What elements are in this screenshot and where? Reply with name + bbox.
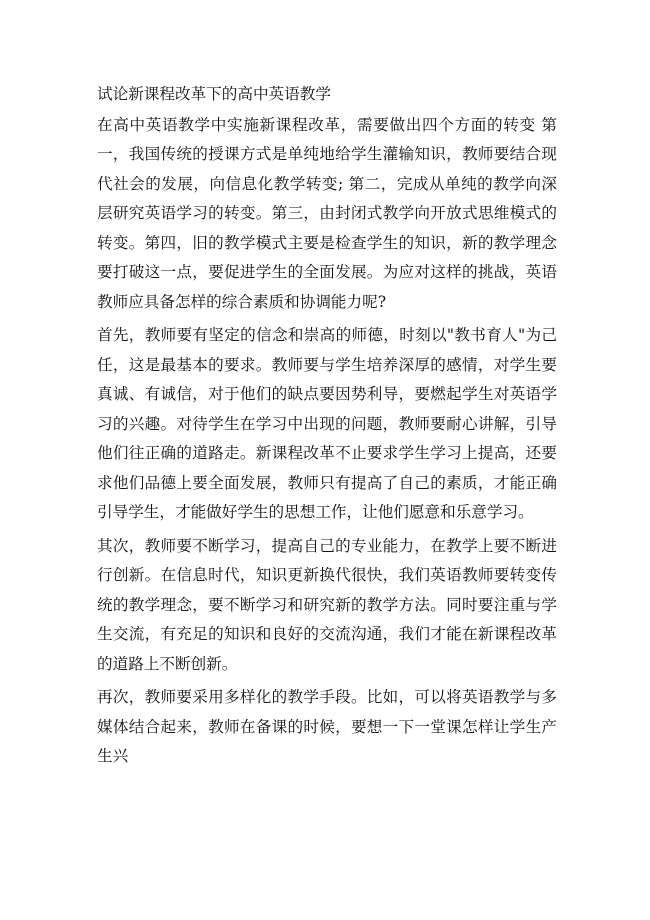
document-title: 试论新课程改革下的高中英语教学 [97,85,331,103]
paragraph-first: 首先，教师要有坚定的信念和崇高的师德，时刻以"教书育人"为己任，这是最基本的要求。教师要与学生培养深厚的感情，对学生要真诚、有诚信，对于他们的缺点要因势利导，要燃起学生对英语学习的兴趣。对待学生在学习中出现的问题，教师要耐心讲解，引导他们往正确的道路走。新课程改革不止要求学生学习上提高，还要求他们品德上要全面发展，教师只有提高了自己的素质，才能正确引导学生，才能做好学生的思想工作，让他们愿意和乐意学习。 [97,326,557,521]
paragraph-second: 其次，教师要不断学习，提高自己的专业能力，在教学上要不断进行创新。在信息时代，知识更新换代很快，我们英语教师要转变传统的教学理念，要不断学习和研究新的教学方法。同时要注重与学生交流，有充足的知识和良好的交流沟通，我们才能在新课程改革的道路上不断创新。 [97,536,557,673]
paragraph-third: 再次，教师要采用多样化的教学手段。比如，可以将英语教学与多媒体结合起来，教师在备课的时候，要想一下一堂课怎样让学生产生兴 [97,688,557,765]
document-body [97,80,557,776]
paragraph-intro: 在高中英语教学中实施新课程改革，需要做出四个方面的转变 第一，我国传统的授课方式是单纯地给学生灌输知识，教师要结合现代社会的发展，向信息化教学转变; 第二，完成从单纯的教学向深层研究英语学习的转变。第三，由封闭式教学向开放式思维模式的转变。第四，旧的教学模式主要是检查学生的知识，新的教学理念要打破这一点，要促进学生的全面发展。为应对这样的挑战，英语教师应具备怎样的综合素质和协调能力呢? [97,115,557,311]
